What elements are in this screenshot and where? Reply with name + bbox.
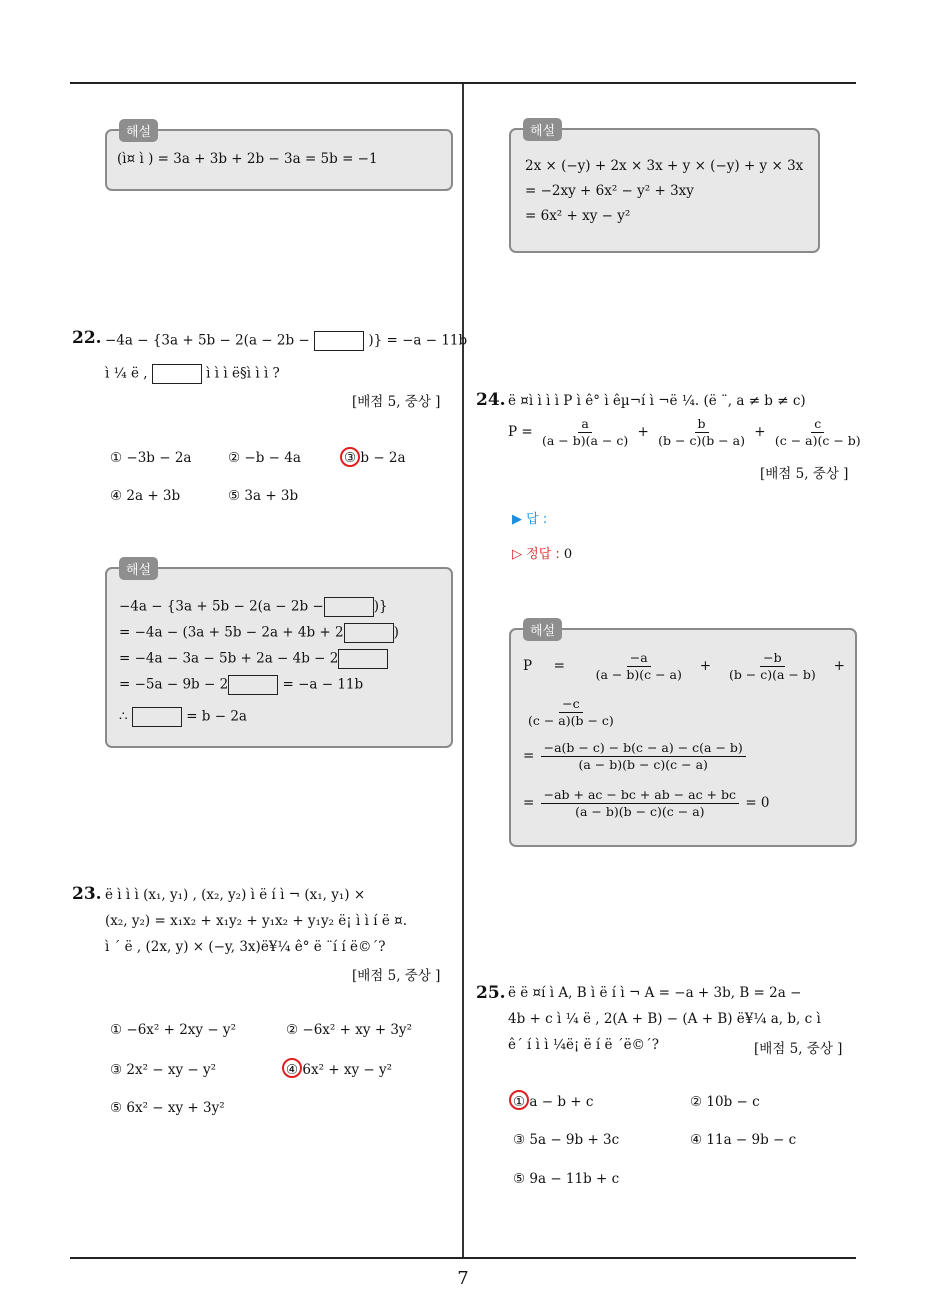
choice-2[interactable]: ② −b − 4a xyxy=(228,450,301,466)
question-text-1: ë ì ì ì (x₁, y₁) , (x₂, y₂) ì ë í ì ¬ (x₁, y₁) × xyxy=(105,887,366,903)
answer-blank xyxy=(152,364,202,384)
question-text-3: ê´ í ì ì ¼ë¡ ë í ë ´ë©´? xyxy=(508,1037,660,1053)
question-text-1: ë ë ¤í ì A, B ì ë í ì ¬ A = −a + 3b, B = 2a − xyxy=(508,985,802,1001)
solution-line-3: = $\frac{-a(b - c) - b(c - a) - c(a - b)}{(a - b)(b - c)(c - a)}$ xyxy=(523,740,748,773)
q22-solution-box xyxy=(105,563,453,748)
solution-line-4: = $\frac{-ab + ac - bc + ab - ac + bc}{(a - b)(b - c)(c - a)}$ = 0 xyxy=(523,787,770,819)
question-number: 22. xyxy=(72,328,102,348)
solution-line-1: −4a − {3a + 5b − 2(a − 2b − )} xyxy=(119,597,388,617)
question-number: 24. xyxy=(476,390,506,410)
choice-3[interactable]: ③ 2x² − xy − y² xyxy=(110,1062,217,1078)
answer-label: ▶ 답 : xyxy=(512,512,548,527)
solution-line-1: 2x × (−y) + 2x × 3x + y × (−y) + y × 3x xyxy=(525,158,804,174)
solution-tag: 해설 xyxy=(119,557,158,580)
answer-blank xyxy=(314,331,364,351)
solution-tag: 해설 xyxy=(523,118,562,141)
question-formula: P = $\frac{a}{(a - b)(a - c)}$ + $\frac{b}{(b - c)(b - a)}$ + $\frac{c}{(c - a)(c - b)}$ xyxy=(508,416,861,448)
solution-line-2: $\frac{-c}{(c - a)(b - c)}$ xyxy=(528,696,614,728)
score-label: [배점 5, 중상 ] xyxy=(352,968,441,984)
correct-answer: ▷ 정답 : 0 xyxy=(512,547,573,562)
q21-solution-box xyxy=(105,125,453,191)
question-number: 23. xyxy=(72,884,102,904)
question-text: ë ¤ì ì ì ì P ì ê° ì êµ¬í ì ¬ë ¼. (ë ¨, a ≠ b ≠ c) xyxy=(508,393,806,409)
bottom-rule xyxy=(70,1257,856,1259)
choice-4[interactable]: ④ 2a + 3b xyxy=(110,488,181,504)
solution-line-3: = 6x² + xy − y² xyxy=(525,208,631,224)
q23-solution-box xyxy=(509,124,820,253)
solution-tag: 해설 xyxy=(119,119,158,142)
column-divider xyxy=(462,84,464,1257)
selected-answer-circle xyxy=(509,1090,529,1110)
choice-5[interactable]: ⑤ 6x² − xy + 3y² xyxy=(110,1100,225,1116)
choice-3[interactable]: ③ b − 2a xyxy=(344,450,406,466)
selected-answer-circle xyxy=(340,447,360,467)
score-label: [배점 5, 중상 ] xyxy=(352,394,441,410)
choice-2[interactable]: ② −6x² + xy + 3y² xyxy=(286,1022,412,1038)
solution-line-3: = −4a − 3a − 5b + 2a − 4b − 2 xyxy=(119,649,388,669)
selected-answer-circle xyxy=(282,1058,302,1078)
choice-2[interactable]: ② 10b − c xyxy=(690,1094,760,1110)
solution-line: (ì¤ ì ) = 3a + 3b + 2b − 3a = 5b = −1 xyxy=(117,151,378,167)
solution-tag: 해설 xyxy=(523,618,562,641)
solution-line-1: P = $\frac{-a}{(a - b)(c - a)}$ + $\frac{-b}{(b - c)(a - b)}$ + xyxy=(523,650,845,682)
choice-1[interactable]: ① −3b − 2a xyxy=(110,450,192,466)
question-text: −4a − {3a + 5b − 2(a − 2b − )} = −a − 11b xyxy=(105,331,467,351)
solution-line-5: ∴ = b − 2a xyxy=(119,707,247,727)
question-text-3: ì ´ ë , (2x, y) × (−y, 3x)ë¥¼ ê° ë ¨í í ë©´? xyxy=(105,939,386,955)
page-number: 7 xyxy=(457,1268,469,1289)
choice-1[interactable]: ① −6x² + 2xy − y² xyxy=(110,1022,236,1038)
q24-solution-box xyxy=(509,624,857,847)
question-text-2: 4b + c ì ¼ ë , 2(A + B) − (A + B) ë¥¼ a, b, c ì xyxy=(508,1011,821,1027)
question-text: ì ¼ ë , ì ì ì ë§ì ì ì ? xyxy=(105,364,280,384)
solution-line-2: = −2xy + 6x² − y² + 3xy xyxy=(525,183,694,199)
choice-4[interactable]: ④ 11a − 9b − c xyxy=(690,1132,797,1148)
score-label: [배점 5, 중상 ] xyxy=(754,1041,843,1057)
solution-line-2: = −4a − (3a + 5b − 2a + 4b + 2 ) xyxy=(119,623,399,643)
solution-line-4: = −5a − 9b − 2 = −a − 11b xyxy=(119,675,363,695)
choice-5[interactable]: ⑤ 9a − 11b + c xyxy=(513,1171,620,1187)
choice-5[interactable]: ⑤ 3a + 3b xyxy=(228,488,299,504)
choice-1[interactable]: ① a − b + c xyxy=(513,1094,594,1110)
choice-3[interactable]: ③ 5a − 9b + 3c xyxy=(513,1132,620,1148)
score-label: [배점 5, 중상 ] xyxy=(760,466,849,482)
choice-4[interactable]: ④ 6x² + xy − y² xyxy=(286,1062,393,1078)
question-number: 25. xyxy=(476,983,506,1003)
question-text-2: (x₂, y₂) = x₁x₂ + x₁y₂ + y₁x₂ + y₁y₂ ë¡ ì ì í ë ¤. xyxy=(105,913,407,929)
